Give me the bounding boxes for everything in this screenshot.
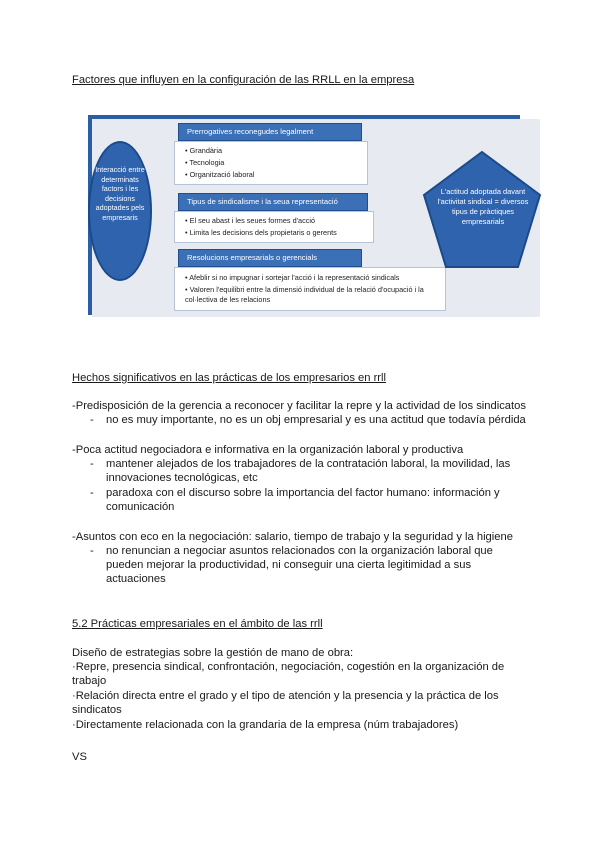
heading-factores: Factores que influyen en la configuración de las RRLL en la empresa (72, 74, 415, 86)
diagram-top-rule (88, 115, 520, 119)
vs-label: VS (72, 751, 87, 763)
rrll-factors-diagram (88, 113, 540, 323)
box1-item: • Grandària (185, 146, 223, 155)
box1-item: • Organització laboral (185, 170, 255, 179)
box2-item: • Limita les decisions dels propietaris o gerents (185, 228, 337, 237)
box2-item: • El seu abast i les seues formes d'acció (185, 216, 316, 225)
section4-point: ·Repre, presencia sindical, confrontación, negociación, cogestión en la organización de trabajo (72, 661, 505, 687)
box3-item: • Afeblir si no impugnar i sortejar l'acció i la representació sindicals (185, 273, 400, 282)
box-prerrogatives-panel (174, 141, 368, 185)
box-resolucions-title: Resolucions empresarials o gerencials (178, 249, 362, 267)
section1-line: -Predisposición de la gerencia a reconocer y facilitar la repre y la actividad de los sindicatos (72, 400, 526, 412)
section2-line: -Poca actitud negociadora e informativa en la organización laboral y productiva (72, 444, 464, 456)
section4-intro: Diseño de estrategias sobre la gestión de mano de obra: (72, 647, 354, 659)
heading-practicas: 5.2 Prácticas empresariales en el ámbito de las rrll (72, 618, 323, 630)
section3-line: -Asuntos con eco en la negociación: salario, tiempo de trabajo y la seguridad y la higiene (72, 531, 513, 543)
box-prerrogatives-title: Prerrogatives reconegudes legalment (178, 123, 362, 141)
section4-point: ·Relación directa entre el grado y el tipo de atención y la presencia y la práctica de los sindicatos (72, 690, 499, 716)
heading-hechos: Hechos significativos en las prácticas de los empresarios en rrll (72, 372, 387, 384)
actitud-pentagon-text: L'actitud adoptada davant l'activitat sindical = diversos tipus de pràctiques empresarials (437, 187, 529, 226)
box-sindicalisme-title: Tipus de sindicalisme i la seua representació (178, 193, 368, 211)
interaccio-oval-text: Interacció entre determinats factors i les decisions adoptades pels empresaris (95, 165, 145, 222)
box-sindicalisme-panel (174, 211, 374, 243)
box3-item: • Valoren l'equilibri entre la dimensió individual de la relació d'ocupació i la col·lectiva de les relacions (185, 285, 424, 304)
section4-point: ·Directamente relacionada con la grandaria de la empresa (núm trabajadores) (72, 719, 459, 731)
box-resolucions-panel (174, 267, 446, 311)
box1-item: • Tecnologia (185, 158, 225, 167)
